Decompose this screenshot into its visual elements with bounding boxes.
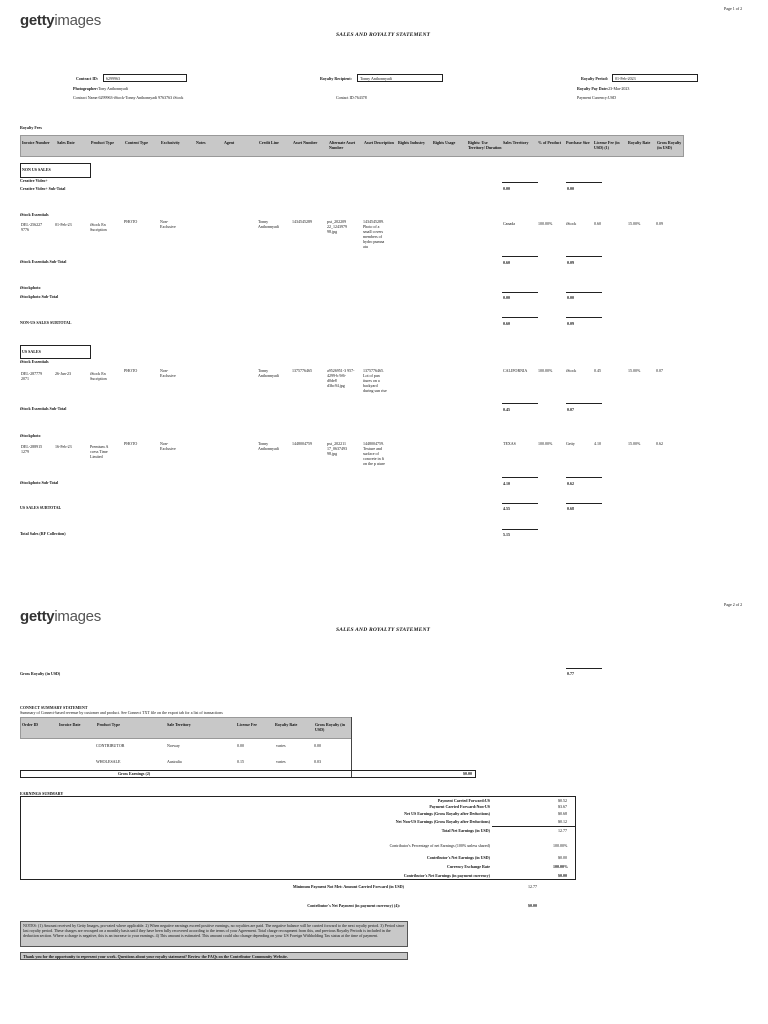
total-sales-value: 5.15 [503,532,510,537]
col-notes: Notes [196,140,206,145]
istock-essentials-us-subtotal-gross: 0.07 [567,407,574,412]
non-us-subtotal-fee: 0.60 [503,321,510,326]
net-payment-value: $0.00 [528,903,537,908]
istock-essentials-subtotal-label: iStock Essentials Sub-Total [20,259,67,264]
table-header [20,135,684,157]
earnings-row-value: $0.68 [558,811,567,816]
connect-table-header [20,717,352,739]
earnings-row-label: Payment Carried Forward:Non-US [429,804,490,809]
connect-row2-fee: 0.15 [237,759,244,764]
col-exclusivity: Exclusivity [161,140,180,145]
connect-col-order-id: Order ID [22,722,39,727]
connect-row1-rate: varies [276,743,286,748]
earnings-summary-box [20,796,576,880]
row1-date: 01-Feb-23 [55,222,72,227]
net-payment-label: Contributor's Net Payment (in payment currency) (4): [307,903,400,908]
earnings-row-label: Payment Carried Forward:US [437,798,490,803]
row3-size: Getty [566,441,575,446]
istockphoto-us-label: iStockphoto [20,433,41,438]
subtotal-rule [502,182,538,183]
subtotal-rule [502,256,538,257]
col-rights-industry: Rights Industry [398,140,426,145]
statement-title: SALES AND ROYALTY STATEMENT [336,627,431,633]
row2-content: PHOTO [124,368,138,373]
col-sales-date: Sales Date [57,140,75,145]
connect-row1-gross: 0.00 [314,743,321,748]
row3-rate: 15.00% [628,441,641,446]
col-rights-usage: Rights Usage [433,140,456,145]
col-product-type: Product Type [91,140,115,145]
contract-id-field: 6299963 [103,74,187,82]
col-percent-product: % of Product [538,140,562,145]
col-content-type: Content Type [125,140,149,145]
contact-id-line: Contact ID:764378 [336,95,367,100]
row1-fee: 0.60 [594,221,601,226]
non-us-sales-heading: NON US SALES [20,163,91,178]
row3-asset: 1448004759 [292,441,312,446]
row2-gross: 0.07 [656,368,663,373]
notes-box: NOTES: (1) Amount received by Getty Images, pro-rated where applicable. 2) When negative earnings exceed positive earnings, no royalties are paid. The negative balance will be carried forward to the next royalty period. 3) Period since last royalty period. These charges are recouped on a monthly basis until they have been fully recovered according to the terms of your Agreement. Total charge recoupment from this, and previous Royalty Periods is included in the deduction section. Where a charge is negative, this is an increase to your earnings. 4) This amount is estimated. This amount could also change depending on your US Foreign Withholding Tax status at the time of payment. [20,921,408,947]
row2-alt-asset: a9526951-3 957-4299-b 9f6-d0de8 d3bc94.jpg [327,368,355,388]
istock-essentials-us-label: iStock Essentials [20,359,49,364]
connect-col-sale-territory: Sale Territory [167,722,191,727]
creative-video-subtotal-label: Creative Video+ Sub-Total [20,186,66,191]
row3-pct: 100.00% [538,441,553,446]
subtotal-rule [566,256,602,257]
contributor-percentage-label: Contributor's Percentage of net Earnings (100% unless shared) [389,843,490,848]
subtotal-rule [502,503,538,504]
contributor-net-payment-currency-label: Contributor's Net Earnings (in payment currency) [403,873,490,878]
istockphoto-subtotal-label: iStockphoto Sub-Total [20,294,59,299]
istock-essentials-us-subtotal-fee: 0.45 [503,407,510,412]
subtotal-rule [566,403,602,404]
row1-content: PHOTO [124,219,138,224]
col-license-fee: License Fee (in USD) (1) [594,140,620,150]
gross-earnings-box [20,770,476,778]
istockphoto-us-subtotal-fee: 4.10 [503,481,510,486]
non-us-subtotal-gross: 0.09 [567,321,574,326]
us-sales-heading: US SALES [20,345,91,359]
row1-size: iStock [566,221,577,226]
earnings-row-value: $3.67 [558,804,567,809]
connect-row1-territory: Norway [167,743,180,748]
istock-essentials-label: iStock Essentials [20,212,49,217]
row1-credit: Tonny Anthonnyadi [258,219,279,229]
col-alternate-asset-number: Alternate Asset Number [329,140,356,150]
earnings-row-label: Total Net Earnings (in USD) [441,828,490,833]
row3-description: 1448004759. Texture and surface of concrete in fi on the p ature [363,441,385,466]
currency-exchange-label: Currency Exchange Rate [446,864,490,869]
payment-currency-line: Payment Currency:USD [577,95,617,100]
subtotal-rule [502,403,538,404]
row2-asset: 1375776465 [292,368,312,373]
earnings-row-label: Net US Earnings (Gross Royalty after Deductions) [404,811,490,816]
gross-royalty-rule [566,668,602,669]
creative-video-gross: 0.00 [567,186,574,191]
row1-territory: Canada [503,221,515,226]
contributor-net-label: Contributor's Net Earnings (in USD) [426,855,490,860]
getty-images-logo: gettyimages [20,12,101,29]
row2-description: 1375776465. Lot of pan itures on a backyard during sun rise [363,368,387,393]
col-asset-description: Asset Description [364,140,394,145]
connect-row2-gross: 0.03 [314,759,321,764]
thank-you-box: Thank you for the opportunity to represent your work. Questions about your royalty statement? Review the FAQs on the Contributor Community Website. [20,952,408,960]
col-credit-line: Credit Line [259,140,279,145]
contract-name-line: Contract Name:6299963-iStock-Tonny Anthonnyadi 9763763 iStock [73,95,184,100]
istockphoto-subtotal-gross: 0.00 [567,295,574,300]
istock-essentials-us-subtotal-label: iStock Essentials Sub-Total [20,406,67,411]
royalty-recipient-field: Tonny Anthonnyadi [357,74,443,82]
row1-invoice: DEL-256227 9776 [21,222,43,232]
royalty-period-field: 01-Feb-2023 [612,74,698,82]
subtotal-rule [502,477,538,478]
col-purchase-size: Purchase Size [566,140,590,145]
row3-content: PHOTO [124,441,138,446]
row2-credit: Tonny Anthonnyadi [258,368,279,378]
connect-summary-title: CONNECT SUMMARY STATEMENT [20,705,88,710]
creative-video-label: Creative Video+ [20,178,48,183]
non-us-subtotal-label: NON-US SALES SUBTOTAL [20,320,72,325]
row1-exclusivity: Non-Exclusive [160,219,176,229]
col-gross-royalty: Gross Royalty (in USD) [657,140,682,150]
row3-credit: Tonny Anthonnyadi [258,441,279,451]
row2-rate: 15.00% [628,368,641,373]
page-number: Page 1 of 2 [724,6,743,11]
minimum-payment-value: 12.77 [528,884,537,889]
gross-royalty-value: 0.77 [567,671,574,676]
connect-table-border [351,717,352,777]
row2-fee: 0.45 [594,368,601,373]
istockphoto-subtotal-fee: 0.00 [503,295,510,300]
row1-rate: 15.00% [628,221,641,226]
row1-asset: 1434545289 [292,219,312,224]
row2-territory: CALIFORNIA [503,368,528,373]
subtotal-rule [566,477,602,478]
col-agent: Agent [224,140,235,145]
istock-essentials-subtotal-fee: 0.60 [503,260,510,265]
gross-earnings-value: $0.00 [463,771,472,776]
connect-col-royalty-rate: Royalty Rate [275,722,298,727]
creative-video-fee: 0.00 [503,186,510,191]
row3-date: 16-Feb-23 [55,444,72,449]
royalty-recipient-label: Royalty Recipient: [320,76,352,81]
row3-product: Premium A ccess Time Limited [90,444,109,459]
row1-pct: 100.00% [538,221,553,226]
row3-territory: TEXAS [503,441,516,446]
connect-row1-fee: 0.00 [237,743,244,748]
total-rule [502,529,538,530]
connect-row2-territory: Australia [167,759,182,764]
row2-date: 26-Jan-23 [55,371,71,376]
subtotal-rule [502,317,538,318]
subtotal-rule [502,292,538,293]
row2-product: iStock En Sucription [90,371,107,381]
subtotal-rule [566,503,602,504]
row1-description: 1434545289. Photo of a small covers members of hydro pumna atu [363,219,385,249]
earnings-row-value: $0.52 [558,798,567,803]
row3-gross: 0.62 [656,441,663,446]
col-asset-number: Asset Number [293,140,318,145]
row1-product: iStock En Sucription [90,222,107,232]
connect-col-gross-royalty: Gross Royalty (in USD) [315,722,345,732]
gross-royalty-label: Gross Royalty (in USD) [20,671,61,676]
earnings-summary-title: EARNINGS SUMMARY [20,791,64,796]
contract-id-label: Contract ID: [76,76,99,81]
currency-exchange-value: 100.00% [553,864,568,869]
row2-invoice: DEL-287779 2071 [21,371,43,381]
photographer-line: Photographer:Tony Anthonnyadi [73,86,128,91]
row3-invoice: DEL-288915 1279 [21,444,43,454]
subtotal-rule [566,182,602,183]
gross-earnings-label: Gross Earnings (2) [118,771,151,776]
connect-row2-product: WHOLESALE [96,759,121,764]
istockphoto-us-subtotal-label: iStockphoto Sub-Total [20,480,59,485]
section-label: Royalty Fees [20,125,42,130]
royalty-pay-date-line: Royalty Pay Date:23-Mar-2023 [577,86,630,91]
contributor-percentage-value: 100.00% [553,843,568,848]
earnings-row-value: $0.12 [558,819,567,824]
col-sales-territory: Sales Territory [503,140,529,145]
row2-size: iStock [566,368,577,373]
connect-summary-subtitle: Summary of Connect-based revenue by customer and product. See Connect TXT file on the export tab for a list of transactions [20,710,223,715]
us-subtotal-label: US SALES SUBTOTAL [20,505,62,510]
col-rights-territory: Rights: Use Territory/ Duration [468,140,502,150]
earnings-row-label: Net Non-US Earnings (Gross Royalty after Deductions) [395,819,490,824]
us-subtotal-fee: 4.55 [503,506,510,511]
connect-row1-product: CONTRIBUTOR [96,743,125,748]
connect-col-invoice-date: Invoice Date [59,722,81,727]
col-royalty-rate: Royalty Rate [628,140,651,145]
total-sales-label: Total Sales (RF Collection) [20,531,66,536]
istockphoto-label: iStockphoto [20,285,41,290]
row3-fee: 4.10 [594,441,601,446]
contributor-net-value: $0.00 [558,855,567,860]
minimum-payment-label: Minimum Payment Not Met: Amount Carried Forward (in USD) [292,884,404,889]
page-number: Page 2 of 2 [724,602,743,607]
statement-title: SALES AND ROYALTY STATEMENT [336,32,431,38]
istockphoto-us-subtotal-gross: 0.62 [567,481,574,486]
row3-alt-asset: pxt_202211 17_0637493 98.jpg [327,441,347,456]
connect-col-product-type: Product Type [97,722,121,727]
earnings-rule [492,826,576,827]
earnings-row-value: 12.77 [558,828,567,833]
col-invoice-number: Invoice Number [22,140,50,145]
row3-exclusivity: Non-Exclusive [160,441,176,451]
row1-gross: 0.09 [656,221,663,226]
getty-images-logo: gettyimages [20,608,101,625]
istock-essentials-subtotal-gross: 0.09 [567,260,574,265]
subtotal-rule [566,292,602,293]
subtotal-rule [566,317,602,318]
connect-col-license-fee: License Fee [237,722,257,727]
connect-row2-rate: varies [276,759,286,764]
us-subtotal-gross: 0.68 [567,506,574,511]
contributor-net-payment-currency-value: $0.00 [558,873,567,878]
row2-exclusivity: Non-Exclusive [160,368,176,378]
row1-alt-asset: pxt_202209 22_1243979 98.jpg [327,219,347,234]
royalty-period-label: Royalty Period: [581,76,608,81]
row2-pct: 100.00% [538,368,553,373]
